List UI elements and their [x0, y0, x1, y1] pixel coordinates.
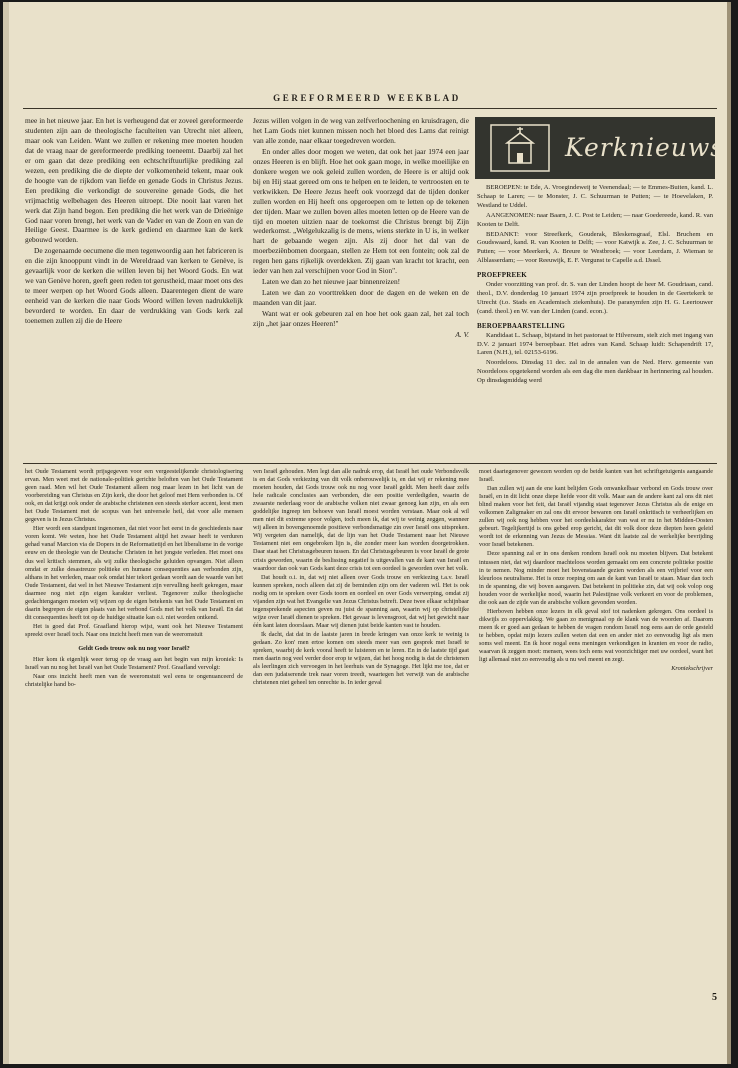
- section-banner: [475, 117, 725, 179]
- paragraph: Hierboven hebben onze lezers in elk geval stof tot nadenken gekregen. Ons oordeel is dikwijls zo oppervlakkig. We gaan zo menigmaal op de klank van de woorden af. Daarom meen ik er goed aan gedaan te hebben de vragen rondom Israël nog eens aan de orde gesteld te hebben, opdat mijn lezers zullen weten dat een en ander niet zo eenvoudig ligt als men soms wel meent. En ik hoor nogal eens meningen verkondigen in kranten en voor de radio, waarvan ik zeggen moet: mensen, wees toch eens wat voorzichtiger met uw oordeel, want het ligt allemaal niet zo eenvoudig als u nu wel meent en zegt.: [479, 607, 713, 664]
- page-header: GEREFORMEERD WEEKBLAD: [273, 93, 461, 103]
- paragraph: Dan zullen wij aan de ene kant belijden Gods onwankelbaar verbond en Gods trouw over Israël, en in dit licht onze diepe liefde voor dit volk. Maar aan de andere kant zal ons dit niet blind maken voor het feit, dat Israël vijandig staat tegenover Jezus Christus als de enige en volkomen Zaligmaker en zal ons dit ervoor bewaren om Israël onkritisch te verheerlijken en zullen wij ook nog hebben voor het oordeelskarakter van wat er nu in het Midden-Oosten gebeurt. Tegelijkertijd is ons gebed erop gericht, dat dit volk door deze diepten heen geleid wordt tot de erkenning van Jezus de Messias. Want dit laatste zal de werkelijke bevrijding voor Israël betekenen.: [479, 485, 713, 549]
- header-rule: [23, 108, 717, 109]
- paragraph: moet daartegenover gewezen worden op de beide kanten van het schriftgetuigenis aangaande Israël.: [479, 468, 713, 484]
- page-edge: [727, 2, 731, 1064]
- paragraph: Jezus willen volgen in de weg van zelfverloochening en kruisdragen, die het Lam Gods niet kunnen missen noch het bloed des Lams dat reinigt van alle zonde, naar elkaar toegedreven worden.: [253, 116, 469, 145]
- subheading: Geldt Gods trouw ook nu nog voor Israël?: [78, 644, 190, 652]
- newspaper-page: [3, 2, 731, 1064]
- upper-column-3: [477, 184, 713, 460]
- banner-title: Kerknieuws: [565, 133, 725, 162]
- page-number: 5: [712, 992, 717, 1003]
- signature: Kroniekschrijver: [671, 665, 713, 673]
- paragraph: het Oude Testament wordt prijsgegeven voor een vergeestelijkende christologisering ervan. Men weet met de nationale-politiek gerichte beloften van het Oude Testament geen raad. Men wil het Oude Testament alleen nog maar lezen in het licht van de voorbereiding van Christus en Zijn kerk, die door het geloof met Hem verbonden is. Of ook, en dat krijgt ook onder de arabische christenen een steeds sterker accent, leest men het Oude Testament met de scopus van het universele heil, dat voor alle mensen gegeven is in Jezus Christus.: [25, 468, 243, 524]
- news-item-proefpreek: Onder voorzitting van prof. dr. S. van der Linden hoopt de heer M. Goudriaan, cand. theol., D.V. donderdag 10 januari 1974 zijn proefpreek te houden in de Geertekerk te Utrecht (t.o. Stads en Academisch ziekenhuis). De paranymfen zijn H. G. Leertouwer (cand. theol.) en W. van der Linden (cand. econ.).: [477, 281, 713, 315]
- paragraph: mee in het nieuwe jaar. En het is verheugend dat er zoveel gereformeerde studenten zijn aan de theologische faculteiten van Utrecht niet alleen, maar ook van Leiden. Want we zullen er rekening mee moeten houden dat de vraag naar de gereformeerde prediking toeneemt. Daarbij zal het er om gaan dat deze prediking een echtschriftuurlijke prediking zal wezen, een prediking die de diepte der volkomenheid tekent, maar ook de hoogte van de rijkdom van liefde en genade Gods in Christus Jezus. Een prediking die verkondigt de souvereine genade Gods, die het vrijmachtig welbehagen des Heeren uitroept. Die nooit laat varen het werk dat Zijn hand begon. Een prediking die het werk van de Drieënige God naar voren brengt, het werk van de Vader en van de Zoon en van de Heilige Geest. Daarmee is de kerk gediend en daarmee kan de kerk gebouwd worden.: [25, 116, 243, 245]
- paragraph: Hier wordt een standpunt ingenomen, dat niet voor het eerst in de geschiedenis naar voren komt. We weten, hoe het Oude Testament altijd het zwaar heeft te verduren gehad vanaf Marcion via de Dopers in de Reformatietijd en het liberalisme in de vorige eeuw en de theologie van de Deutsche Christen in het jongste verleden. Het moet ons dus wel kritisch stemmen, als wij zulke theologische geluiden opvangen. Niet alleen omdat er zulke desastreuze politieke en humane consequenties aan verbonden zijn, althans in het verleden, maar ook omdat hier tekort gedaan wordt aan de waarde van het Oude Testament, dat wel in het Nieuwe Testament zijn vervulling heeft gekregen, maar daarmee nog niet zijn eigen karakter verliest. Tegenover zulke theologische gedachtengangen moeten wij wijzen op de eigen betekenis van het Oude Testament en daarin begrepen de eigen plaats van het verbond Gods met het volk van Israël. En dat dit consequenties heeft tot op de huidige situatie kan o.i. niet worden ontkend.: [25, 525, 243, 621]
- upper-column-2: [253, 116, 469, 460]
- paragraph: En onder alles door mogen we weten, dat ook het jaar 1974 een jaar onzes Heeren is en blijft. Hoe het ook gaan moge, in welke moeilijke en donkere wegen we ook geleid zullen worden, de Heere is er altijd ook bij en Hij staat gereed om ons te helpen en te leiden, te vertroosten en te verkwikken. De Heere Jezus heeft ook voorzegd dat de tijden donker zullen worden en Hij heeft ons opgeroepen om te letten op de tekenen der tijden. Maar we zullen boven alles moeten letten op de Heere van de tijd en moeten uitzien naar de toekomst die Christus brengt bij Zijn wederkomst. „Welgelukzalig is de mens, wiens sterkte in U is, in welker hart de gebaande wegen zijn. Als zij door het dal van de moerbeziënbomen doorgaan, stellen ze Hem tot een fontein; ook zal de regen hen gans rijkelijk overdekken. Zij gaan van kracht tot kracht, een ieder van hen zal verschijnen voor God in Sion".: [253, 146, 469, 276]
- section-heading-proefpreek: PROEFPREEK: [477, 271, 527, 280]
- news-item-bedankt: BEDANKT: voor Streefkerk, Gouderak, Bleskensgraaf, Elsl. Bruchem en Goudswaard, kand. R. van Kooten te Delft; — voor Katwijk a. Zee, J. C. Schuurman te Putten; — voor Meerkerk, A. Breure te Westbroek; — voor Leerdam, J. Wieman te Alblasserdam; — voor Reeuwijk, E. F. Vergunst te Capelle a.d. IJssel.: [477, 230, 713, 265]
- church-icon: [489, 123, 551, 173]
- lower-column-1: [25, 468, 243, 988]
- section-rule: [23, 463, 717, 464]
- paragraph: Naar ons inzicht heeft men van de weeromstuit wel eens te ongenuanceerd de christelijke hand bo-: [25, 673, 243, 689]
- upper-column-1: [25, 116, 243, 460]
- paragraph: Laten we dan zo voorttrekken door de dagen en de weken en de maanden van dit jaar.: [253, 288, 469, 308]
- news-item-beroepen: BEROEPEN: te Ede, A. Vroegindeweij te Veenendaal; — te Emmes-Buiten, kand. L. Schaap te Laren; — te Monster, J. C. Schuurman te Putten; — te Hoevelaken, P. Westland te Uddel.: [477, 184, 713, 209]
- paragraph: Hier kom ik eigenlijk weer terug op de vraag aan het begin van mijn kroniek: Is Israël van nu nog het Israël van het Oude Testament? Prof. Graafland vervolgt:: [25, 656, 243, 672]
- signature: A. V.: [455, 330, 469, 340]
- paragraph: Laten we dan zo het nieuwe jaar binnenreizen!: [262, 277, 401, 287]
- paragraph: Het is goed dat Prof. Graafland hierop wijst, want ook het Nieuwe Testament spreekt over Israël toch. Naar ons inzicht heeft men van de weeromstuit: [25, 622, 243, 638]
- paragraph: ven Israël gehouden. Men legt dan alle nadruk erop, dat Israël het oude Verbondsvolk is en dat Gods verkiezing van dit volk onberouwelijk is, en dat wij er rekening mee moeten houden, dat Gods trouw ook nu nog voor Israël geldt. Men heeft daar zelfs hele radicale conclusies aan verbonden, die een positie verdedigden, waarin de zwaarste nederlaag voor de arabische volken niet zwaar genoeg kan zijn, en als een goddelijke ingreep ten behoeve van Israël moest worden verstaan. Maar ook al wil men niet dit extreme spoor volgen, toch meen ik, dat wij te weinig zeggen, wanneer wij alleen in bovengenoemde positieve verbondsmatige zin over Israël ons uitspreken. Wij vergeten dan namelijk, dat de lijn van het Oude Testament naar het Nieuwe Testament niet een ongebroken lijn is, die zonder meer kan worden doorgetrokken. Daar staat het Christusgebeuren tussen. En dat Christusgebeuren is voor Israël de grote crisis geworden, waarin de beslissing negatief is uitgevallen van de kant van Israël en waardoor dan ook van Gods kant deze crisis tot een oordeel is geworden over het volk.: [253, 468, 469, 572]
- paragraph: Want wat er ook gebeuren zal en hoe het ook gaan zal, het zal toch zijn „het jaar onzes Heeren!": [253, 309, 469, 329]
- news-item-noordeloos: Noordeloos. Dinsdag 11 dec. zal in de annalen van de Ned. Herv. gemeente van Noordeloos opgetekend worden als een dag die men dankbaar in herinnering zal houden. Op dinsdagmiddag werd: [477, 359, 713, 385]
- paragraph: Ik dacht, dat dat in de laatste jaren in brede kringen van onze kerk te weinig is gedaan. Zo kon' men ertoe komen om steeds meer van een gesprek met Israël te spreken, waarbij de kerk vooral heeft te luisteren en te leren. En in de laatste tijd gaat men daarin nog veel verder door erop te wijzen, dat het hoog nodig is dat de christenen als leerlingen zich vervoegen in het leerhuis van de Synagoge. Het lijkt me toe, dat er dan een judaiserende trek naar voren treedt, waartegen het verwijt van de arabische christenen niet geheel ten onrechte is. In ieder geval: [253, 630, 469, 687]
- lower-column-3: [479, 468, 713, 988]
- paragraph: Dat houdt o.i. in, dat wij niet alleen over Gods trouw en verkiezing t.a.v. Israël kunnen spreken, noch alleen dat zij de beminden zijn om der vaderen wil. Het is ook nodig om te spreken over Gods toorn en oordeel en over Gods verwerping, omdat zij vijanden zijn wat het Evangelie van Jezus Christus betreft. Deze twee elkaar schijnbaar tegensprekende aspecten geven nu juist de spanning aan, waarin wij op christelijke wijze over Israël dienen te spreken. Het gevaar is levensgroot, dat wij het gewicht naar één kant laten doorslaan. Maar wij dienen juist beide kanten vast te houden.: [253, 573, 469, 629]
- lower-column-2: [253, 468, 469, 988]
- paragraph: Deze spanning zal er in ons denken rondom Israël ook nu moeten blijven. Dat betekent intussen niet, dat wij daardoor machteloos worden gemaakt om een concrete politieke positie in te nemen. Nog minder moet het bovenstaande gezien worden als een vrijbrief voor een kleurloos neutralisme. Het is onze roeping om aan de kant van Israël te staan. Maar dan toch in de spanning, die wij boven aangaven. Dat betekent in politieke zin, dat wij ook volop oog houden voor de werkelijke nood, waarin het Palestijnse volk verkeert en voor de problemen, die ook aan de zijde van de arabische volken gevonden worden.: [479, 550, 713, 606]
- page-shadow: [3, 2, 9, 1064]
- section-heading-beroepbaarstelling: BEROEPBAARSTELLING: [477, 321, 566, 330]
- news-item-aangenomen: AANGENOMEN: naar Baarn, J. C. Post te Leiden; — naar Goedereede, kand. R. van Kooten te Delft.: [477, 211, 713, 228]
- news-item-beroepbaar: Kandidaat L. Schaap, bijstand in het pastoraat te Hilversum, stelt zich met ingang van D.V. 2 januari 1974 beroepbaar. Het adres van Kand. Schaap luidt: Schapendrift 17, Laren (N.H.), tel. 02153-6196.: [477, 331, 713, 357]
- paragraph: De zogenaamde oecumene die men tegenwoordig aan het fabriceren is en die zijn knooppunt vindt in de Wereldraad van kerken te Genève, is gevaarlijk voor de kerken die willen leven bij het Woord Gods. En wat we van Genève horen, geeft geen reden tot gerustheid, maar moet ons des te meer werpen op het Woord Gods alleen. Daarentegen dient de ware eenheid van de kerken die naar Gods Woord willen leven nadrukkelijk bevorderd te worden. En daar de verdrukking van Gods kerk zal toenemen zullen zij die de Heere: [25, 246, 243, 326]
